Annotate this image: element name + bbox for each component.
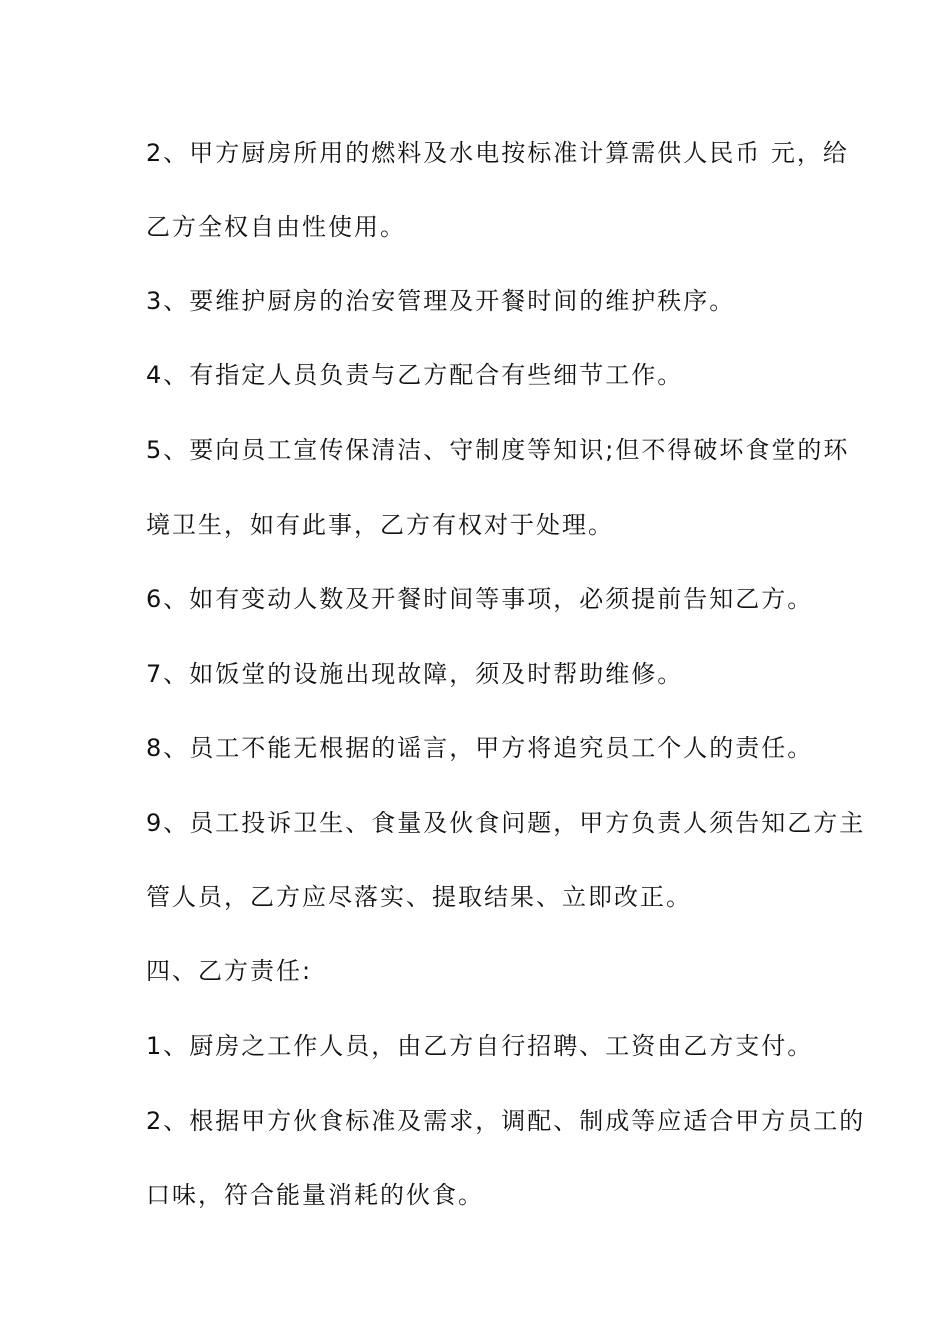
text-line: 1、厨房之工作人员，由乙方自行招聘、工资由乙方支付。 xyxy=(146,1032,814,1060)
text-line: 8、员工不能无根据的谣言，甲方将追究员工个人的责任。 xyxy=(146,734,814,762)
text-line: 2、根据甲方伙食标准及需求，调配、制成等应适合甲方员工的 xyxy=(146,1107,866,1135)
text-line: 6、如有变动人数及开餐时间等事项，必须提前告知乙方。 xyxy=(146,585,814,613)
text-line: 9、员工投诉卫生、食量及伙食问题，甲方负责人须告知乙方主 xyxy=(146,809,866,837)
text-line: 5、要向员工宣传保清洁、守制度等知识;但不得破坏食堂的环 xyxy=(146,436,850,464)
text-line: 4、有指定人员负责与乙方配合有些细节工作。 xyxy=(146,361,684,389)
text-line: 2、甲方厨房所用的燃料及水电按标准计算需供人民币 元，给 xyxy=(146,139,849,167)
text-line: 境卫生，如有此事，乙方有权对于处理。 xyxy=(146,511,614,539)
text-line: 管人员，乙方应尽落实、提取结果、立即改正。 xyxy=(146,883,692,911)
text-line: 7、如饭堂的设施出现故障，须及时帮助维修。 xyxy=(146,660,684,688)
text-line: 3、要维护厨房的治安管理及开餐时间的维护秩序。 xyxy=(146,287,736,315)
section-heading: 四、乙方责任: xyxy=(146,957,313,985)
text-line: 口味，符合能量消耗的伙食。 xyxy=(146,1181,484,1209)
text-line: 乙方全权自由性使用。 xyxy=(146,213,406,241)
